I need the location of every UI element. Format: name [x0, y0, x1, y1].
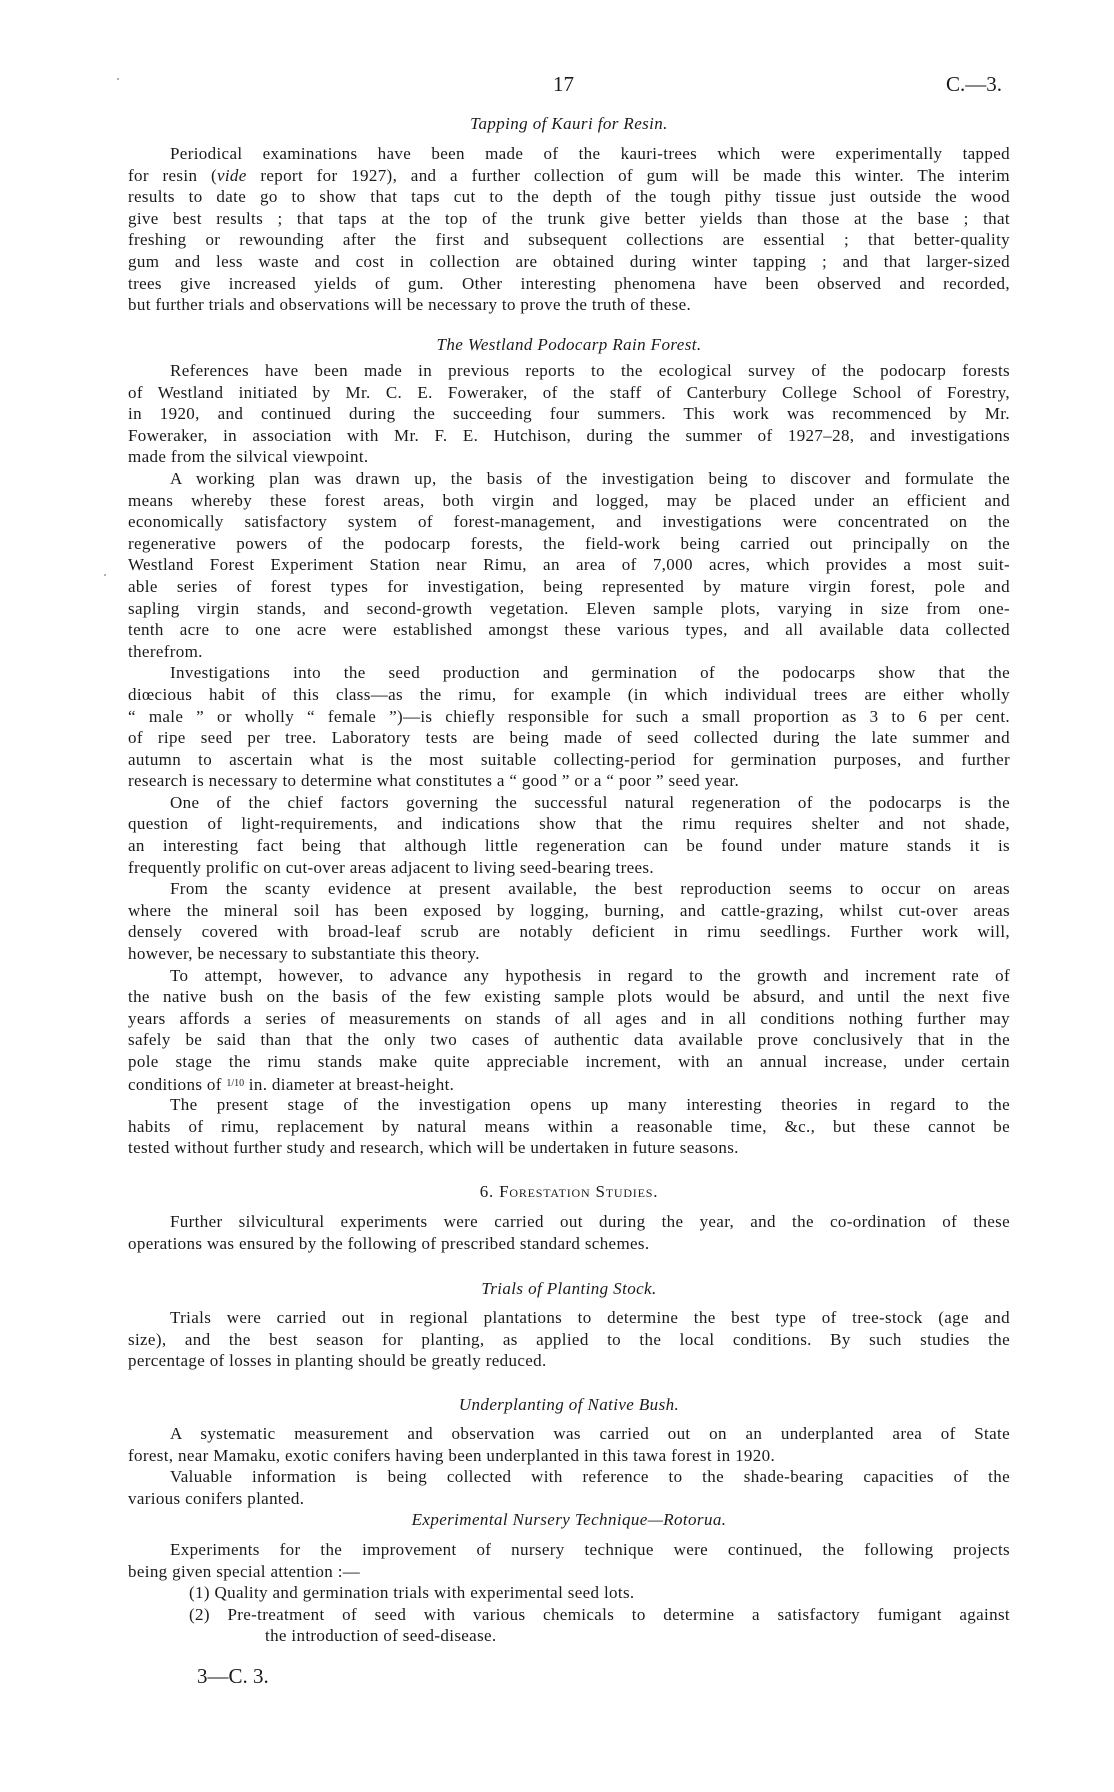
paragraph-line: give best results ; that taps at the top of the trunk give better yields than those at the base ; that: [128, 208, 1010, 228]
paragraph-line: Valuable information is being collected with reference to the shade-bearing capacities of the: [170, 1467, 1010, 1487]
section-heading-westland: The Westland Podocarp Rain Forest.: [436, 335, 702, 354]
section-body-forestation: [128, 1211, 1010, 1254]
paragraph-line: One of the chief factors governing the successful natural regeneration of the podocarps is the: [170, 792, 1010, 812]
paragraph-line: A working plan was drawn up, the basis of the investigation being to discover and formulate the: [170, 468, 1010, 488]
paragraph-line: research is necessary to determine what constitutes a “ good ” or a “ poor ” seed year.: [128, 771, 740, 791]
paragraph-line: means whereby these forest areas, both virgin and logged, may be placed under an efficient and: [128, 490, 1010, 510]
document-reference: C.—3.: [946, 72, 1003, 96]
paragraph-line: an interesting fact being that although little regeneration can be found under mature stands it is: [128, 836, 1010, 856]
paragraph-line: [128, 165, 1010, 187]
list-item-line: the introduction of seed-disease.: [265, 1626, 497, 1646]
paragraph-line: forest, near Mamaku, exotic conifers having been underplanted in this tawa forest in 1920.: [128, 1445, 776, 1465]
paragraph-line: gum and less waste and cost in collection are obtained during winter tapping ; and that larger-sized: [128, 251, 1010, 271]
list-item-line: (1) Quality and germination trials with experimental seed lots.: [189, 1583, 635, 1603]
fraction: 1/10: [226, 1077, 245, 1089]
paragraph-line: From the scanty evidence at present available, the best reproduction seems to occur on areas: [170, 879, 1010, 899]
text-run: in. diameter at breast-height.: [244, 1074, 455, 1094]
paragraph-line: sapling virgin stands, and second-growth vegetation. Eleven sample plots, varying in size from one-: [128, 598, 1010, 618]
section-heading-forestation: 6. Forestation Studies.: [479, 1182, 659, 1201]
list-item-line: (2) Pre-treatment of seed with various chemicals to determine a satisfactory fumigant against: [189, 1604, 1010, 1624]
paragraph-line: tested without further study and research, which will be undertaken in future seasons.: [128, 1138, 739, 1158]
text-run: for resin (: [128, 165, 217, 185]
paragraph-line: Periodical examinations have been made of the kauri-trees which were experimentally tapped: [170, 144, 1010, 163]
paragraph-line: in 1920, and continued during the succeeding four summers. This work was recommenced by Mr.: [128, 404, 1010, 424]
section-heading-tapping: Tapping of Kauri for Resin.: [470, 114, 668, 133]
section-heading-trials: Trials of Planting Stock.: [481, 1279, 657, 1298]
paragraph-line: percentage of losses in planting should be greatly reduced.: [128, 1351, 547, 1371]
paragraph-line: of Westland initiated by Mr. C. E. Foweraker, of the staff of Canterbury College School of Forestry,: [128, 382, 1010, 402]
paragraph-line: Westland Forest Experiment Station near Rimu, an area of 7,000 acres, which provides a most suit-: [128, 555, 1010, 575]
paragraph-line: years affords a series of measurements on stands of all ages and in all conditions nothing further may: [128, 1008, 1010, 1028]
paragraph-line: To attempt, however, to advance any hypothesis in regard to the growth and increment rate of: [170, 965, 1010, 985]
paragraph-line: of ripe seed per tree. Laboratory tests are being made of seed collected during the late summer and: [128, 728, 1010, 748]
paragraph-line: economically satisfactory system of forest-management, and investigations were concentrated on the: [128, 512, 1010, 532]
paragraph-line: frequently prolific on cut-over areas adjacent to living seed-bearing trees.: [128, 857, 654, 877]
paragraph-line: pole stage the rimu stands make quite appreciable increment, with an annual increase, under certain: [128, 1052, 1010, 1071]
text-run: conditions of: [128, 1074, 227, 1094]
paragraph-line: “ male ” or wholly “ female ”)—is chiefly responsible for such a small proportion as 3 to 6 per cent.: [128, 706, 1010, 726]
paragraph-line: Trials were carried out in regional plantations to determine the best type of tree-stock (age and: [170, 1308, 1010, 1327]
paragraph-line: A systematic measurement and observation was carried out on an underplanted area of State: [170, 1424, 1010, 1443]
paragraph-line: Experiments for the improvement of nursery technique were continued, the following projects: [170, 1540, 1010, 1559]
section-body-trials: [128, 1307, 1010, 1372]
section-heading-nursery: Experimental Nursery Technique—Rotorua.: [411, 1510, 727, 1529]
paragraph-line: freshing or rewounding after the first and subsequent collections are essential ; that better-quality: [128, 230, 1010, 250]
paragraph-line: trees give increased yields of gum. Other interesting phenomena have been observed and recorded,: [128, 273, 1010, 293]
page-number: 17: [553, 72, 574, 96]
paragraph-line: but further trials and observations will be necessary to prove the truth of these.: [128, 295, 692, 315]
paragraph-line: the native bush on the basis of the few existing sample plots would be absurd, and until the next five: [128, 987, 1010, 1007]
paragraph-line: Further silvicultural experiments were carried out during the year, and the co-ordination of these: [170, 1212, 1010, 1231]
paragraph-line: autumn to ascertain what is the most suitable collecting-period for germination purposes, and further: [128, 749, 1010, 769]
paragraph-line: References have been made in previous reports to the ecological survey of the podocarp forests: [170, 361, 1010, 380]
paragraph-line: therefrom.: [128, 641, 203, 661]
paragraph-line: question of light-requirements, and indications show that the rimu requires shelter and not shade,: [128, 814, 1010, 834]
paragraph-line: operations was ensured by the following of prescribed standard schemes.: [128, 1233, 650, 1253]
section-body-underplanting: [128, 1423, 1010, 1509]
paragraph-line: safely be said than that the only two cases of authentic data available prove conclusively that in the: [128, 1030, 1010, 1050]
paragraph-line: diœcious habit of this class—as the rimu, for example (in which individual trees are either wholly: [128, 684, 1010, 704]
paragraph-line: [128, 1073, 1010, 1095]
section-body-nursery: [128, 1539, 1010, 1647]
paragraph-line: Investigations into the seed production and germination of the podocarps show that the: [170, 663, 1010, 683]
section-body-westland: [128, 360, 1010, 1159]
paragraph-line: habits of rimu, replacement by natural means within a reasonable time, &c., but these cannot be: [128, 1116, 1010, 1136]
paragraph-line: made from the silvical viewpoint.: [128, 447, 369, 467]
paragraph-line: various conifers planted.: [128, 1488, 305, 1508]
italic-text: vide: [216, 165, 247, 185]
scan-speck: [104, 574, 106, 576]
paragraph-line: Foweraker, in association with Mr. F. E. Hutchison, during the summer of 1927–28, and investigations: [128, 425, 1010, 445]
section-body-tapping: [128, 143, 1010, 316]
scan-speck: [117, 78, 119, 80]
section-heading-underplanting: Underplanting of Native Bush.: [458, 1395, 680, 1414]
paragraph-line: where the mineral soil has been exposed by logging, burning, and cattle-grazing, whilst cut-over areas: [128, 900, 1010, 920]
paragraph-line: size), and the best season for planting, as applied to the local conditions. By such studies the: [128, 1329, 1010, 1349]
paragraph-line: tenth acre to one acre were established amongst these various types, and all available data collected: [128, 620, 1010, 640]
paragraph-line: however, be necessary to substantiate this theory.: [128, 944, 480, 964]
paragraph-line: able series of forest types for investigation, being represented by mature virgin forest, pole and: [128, 576, 1010, 596]
text-run: report for 1927), and a further collection of gum will be made this winter. The interim: [246, 165, 1010, 185]
paragraph-line: regenerative powers of the podocarp forests, the field-work being carried out principally on the: [128, 533, 1010, 553]
paragraph-line: densely covered with broad-leaf scrub are notably deficient in rimu seedlings. Further work will,: [128, 922, 1010, 942]
paragraph-line: The present stage of the investigation opens up many interesting theories in regard to the: [170, 1095, 1010, 1115]
footer-signature-mark: 3—C. 3.: [197, 1664, 269, 1688]
paragraph-line: results to date go to show that taps cut to the depth of the tough pithy tissue just outside the wood: [128, 187, 1010, 207]
paragraph-line: being given special attention :—: [128, 1561, 361, 1581]
